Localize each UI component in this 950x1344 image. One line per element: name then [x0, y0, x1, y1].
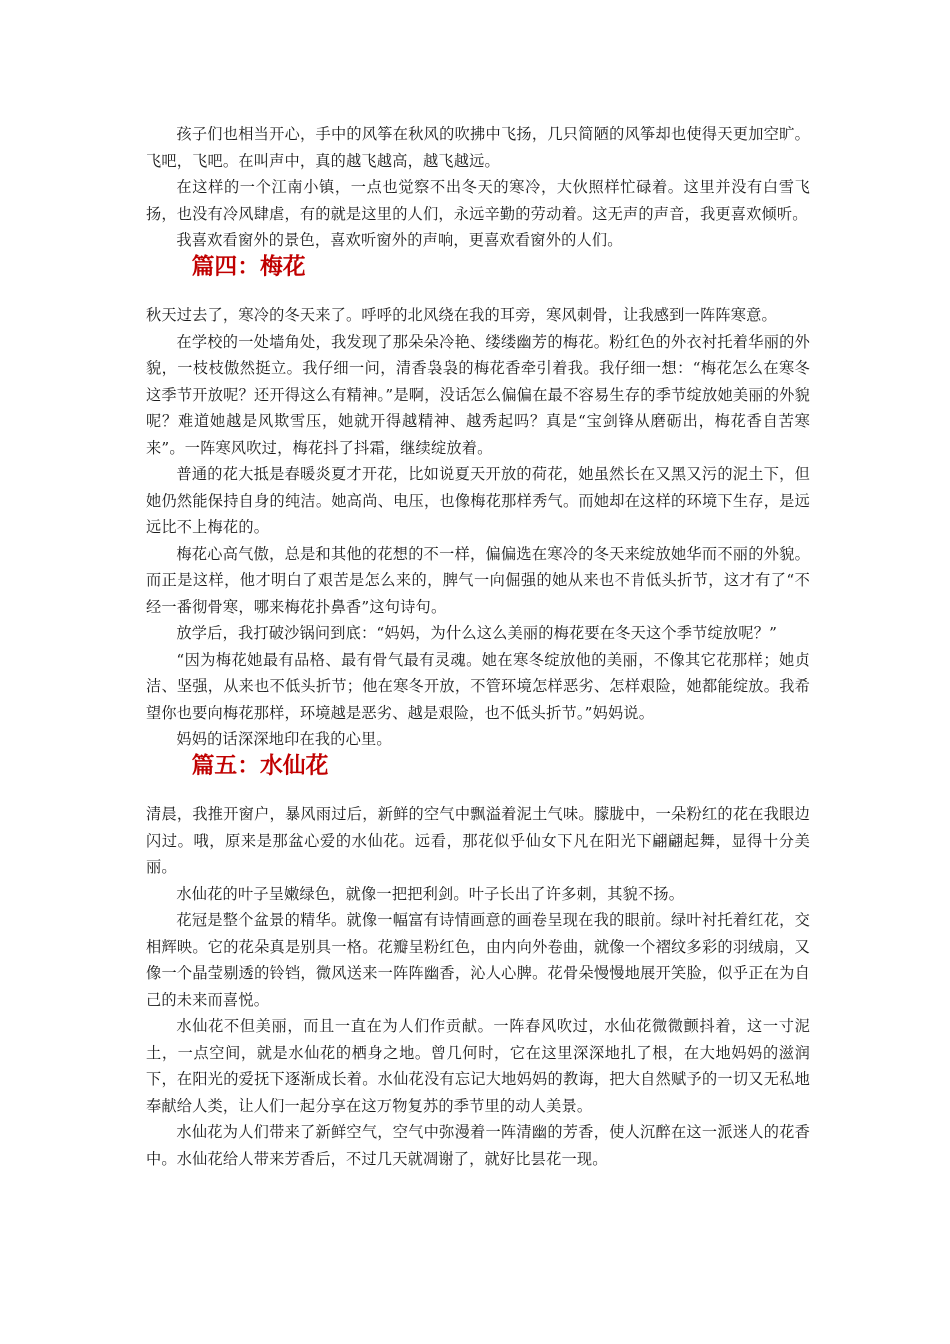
paragraph: 秋天过去了，寒冷的冬天来了。呼呼的北风绕在我的耳旁，寒风刺骨，让我感到一阵阵寒意。 [146, 306, 777, 324]
paragraph: 妈妈的话深深地印在我的心里。 [176, 730, 392, 748]
paragraph: 梅花心高气傲，总是和其他的花想的不一样，偏偏选在寒冷的冬天来绽放她华而不丽的外貌。而正是这样，他才明白了艰苦是怎么来的，脾气一向倔强的她从来也不肯低头折节，这才有了“不经一番彻骨寒，哪来梅花扑鼻香”这句诗句。 [146, 544, 810, 616]
paragraph: “因为梅花她最有品格、最有骨气最有灵魂。她在寒冬绽放他的美丽，不像其它花那样；她贞洁、坚强，从来也不低头折节；他在寒冬开放，不管环境怎样恶劣、怎样艰险，她都能绽放。我希望你也要向梅花那样，环境越是恶劣、越是艰险，也不低头折节。”妈妈说。 [146, 650, 810, 722]
paragraph: 我喜欢看窗外的景色，喜欢听窗外的声响，更喜欢看窗外的人们。 [176, 231, 623, 249]
paragraph: 孩子们也相当开心，手中的风筝在秋风的吹拂中飞扬，几只简陋的风筝却也使得天更加空旷。飞吧，飞吧。在叫声中，真的越飞越高，越飞越远。 [146, 125, 810, 170]
section-heading-narcissus: 篇五：水仙花 [191, 752, 329, 779]
paragraph: 水仙花为人们带来了新鲜空气，空气中弥漫着一阵清幽的芳香，使人沉醉在这一派迷人的花香中。水仙花给人带来芳香后，不过几天就凋谢了，就好比昙花一现。 [146, 1123, 810, 1168]
paragraph: 放学后，我打破沙锅问到底：“妈妈，为什么这么美丽的梅花要在冬天这个季节绽放呢？” [176, 624, 778, 642]
paragraph: 在学校的一处墙角处，我发现了那朵朵冷艳、缕缕幽芳的梅花。粉红色的外衣衬托着华丽的外貌，一枝枝傲然挺立。我仔细一问，清香袅袅的梅花香牵引着我。我仔细一想：“梅花怎么在寒冬这季节开放呢？还开得这么有精神。”是啊，没话怎么偏偏在最不容易生存的季节绽放她美丽的外貌呢？难道她越是风欺雪压，她就开得越精神、越秀起吗？真是“宝剑锋从磨砺出，梅花香自苦寒来”。一阵寒风吹过，梅花抖了抖霜，继续绽放着。 [146, 332, 810, 457]
document-page [146, 121, 810, 1172]
section-gap [146, 280, 810, 302]
paragraph: 水仙花的叶子呈嫩绿色，就像一把把利剑。叶子长出了许多刺，其貌不扬。 [176, 884, 685, 903]
paragraph: 水仙花不但美丽，而且一直在为人们作贡献。一阵春风吹过，水仙花微微颤抖着，这一寸泥土，一点空间，就是水仙花的栖身之地。曾几何时，它在这里深深地扎了根，在大地妈妈的滋润下，在阳光的爱抚下逐渐成长着。水仙花没有忘记大地妈妈的教诲，把大自然赋予的一切又无私地奉献给人类，让人们一起分享在这万物复苏的季节里的动人美景。 [146, 1017, 810, 1115]
paragraph: 清晨，我推开窗户，暴风雨过后，新鲜的空气中飘溢着泥土气味。朦胧中，一朵粉红的花在我眼边闪过。哦，原来是那盆心爱的水仙花。远看，那花似乎仙女下凡在阳光下翩翩起舞，显得十分美丽。 [146, 805, 810, 876]
section-heading-plum-blossom: 篇四：梅花 [191, 253, 306, 280]
paragraph: 花冠是整个盆景的精华。就像一幅富有诗情画意的画卷呈现在我的眼前。绿叶衬托着红花，交相辉映。它的花朵真是别具一格。花瓣呈粉红色，由内向外卷曲，就像一个褶纹多彩的羽绒扇，又像一个晶莹剔透的铃铛，微风送来一阵阵幽香，沁人心脾。花骨朵慢慢地展开笑脸，似乎正在为自己的未来而喜悦。 [146, 911, 810, 1009]
paragraph: 普通的花大抵是春暖炎夏才开花，比如说夏天开放的荷花，她虽然长在又黑又污的泥土下，但她仍然能保持自身的纯洁。她高尚、电压，也像梅花那样秀气。而她却在这样的环境下生存，是远远比不上梅花的。 [146, 465, 810, 536]
section-gap [146, 779, 810, 801]
paragraph: 在这样的一个江南小镇，一点也觉察不出冬天的寒冷，大伙照样忙碌着。这里并没有白雪飞扬，也没有冷风肆虐，有的就是这里的人们，永远辛勤的劳动着。这无声的声音，我更喜欢倾听。 [146, 178, 810, 223]
